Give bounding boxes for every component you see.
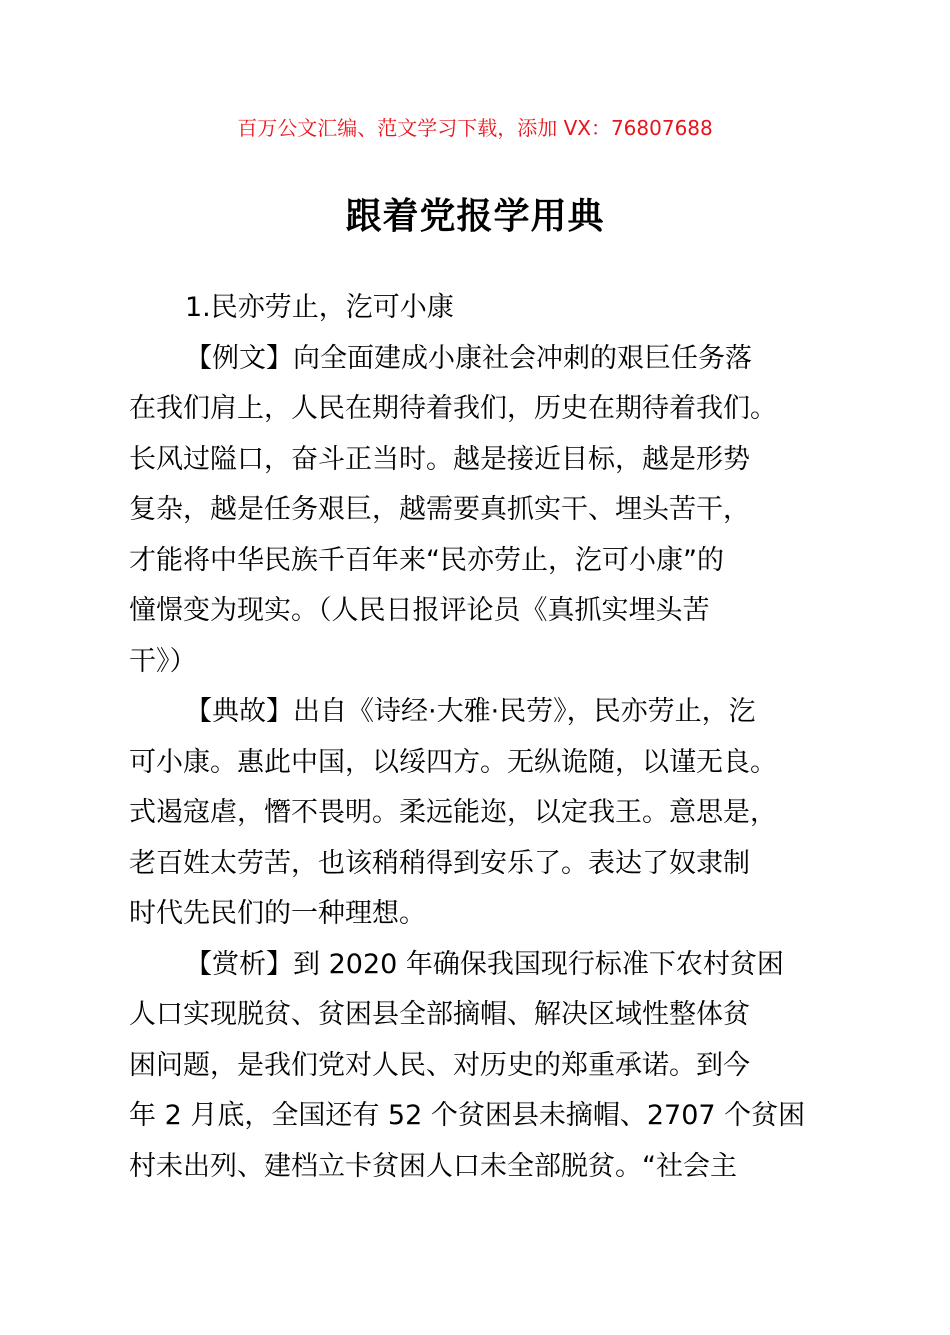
section-heading: [129, 283, 829, 334]
paragraph-line: 时代先民们的一种理想。: [129, 898, 426, 929]
paragraph-line: 老百姓太劳苦，也该稍稍得到安乐了。表达了奴隶制: [129, 847, 750, 879]
example-paragraph: [129, 334, 829, 688]
paragraph-line: 困问题，是我们党对人民、对历史的郑重承诺。到今: [129, 1049, 750, 1081]
section-heading-text: 1.民亦劳止，汔可小康: [185, 292, 454, 323]
paragraph-line: 【例文】向全面建成小康社会冲刺的艰巨任务落: [185, 342, 752, 374]
header-watermark: 百万公文汇编、范文学习下载，添加 VX：76807688: [237, 116, 713, 140]
paragraph-line: 才能将中华民族千百年来“民亦劳止，汔可小康”的: [129, 544, 724, 576]
paragraph-line: 【赏析】到 2020 年确保我国现行标准下农村贫困: [185, 948, 784, 980]
allusion-paragraph: [129, 687, 829, 940]
paragraph-line: 式遏寇虐，憯不畏明。柔远能迩，以定我王。意思是，: [129, 797, 777, 828]
paragraph-line: 年 2 月底，全国还有 52 个贫困县未摘帽、2707 个贫困: [129, 1100, 806, 1131]
paragraph-line: 长风过隘口，奋斗正当时。越是接近目标，越是形势: [129, 443, 750, 475]
analysis-paragraph: [129, 940, 829, 1193]
paragraph-line: 干》）: [129, 645, 197, 677]
paragraph-line: 可小康。惠此中国，以绥四方。无纵诡随，以谨无良。: [129, 746, 777, 778]
document-body: [129, 283, 829, 1192]
paragraph-line: 复杂，越是任务艰巨，越需要真抓实干、埋头苦干，: [129, 494, 750, 525]
paragraph-line: 在我们肩上，人民在期待着我们，历史在期待着我们。: [129, 393, 777, 424]
paragraph-line: 憧憬变为现实。（人民日报评论员《真抓实埋头苦: [129, 595, 710, 626]
paragraph-line: 村未出列、建档立卡贫困人口未全部脱贫。“社会主: [129, 1150, 737, 1182]
paragraph-line: 人口实现脱贫、贫困县全部摘帽、解决区域性整体贫: [129, 999, 750, 1030]
paragraph-line: 【典故】出自《诗经·大雅·民劳》，民亦劳止，汔: [185, 696, 756, 727]
page-title: 跟着党报学用典: [345, 196, 605, 237]
